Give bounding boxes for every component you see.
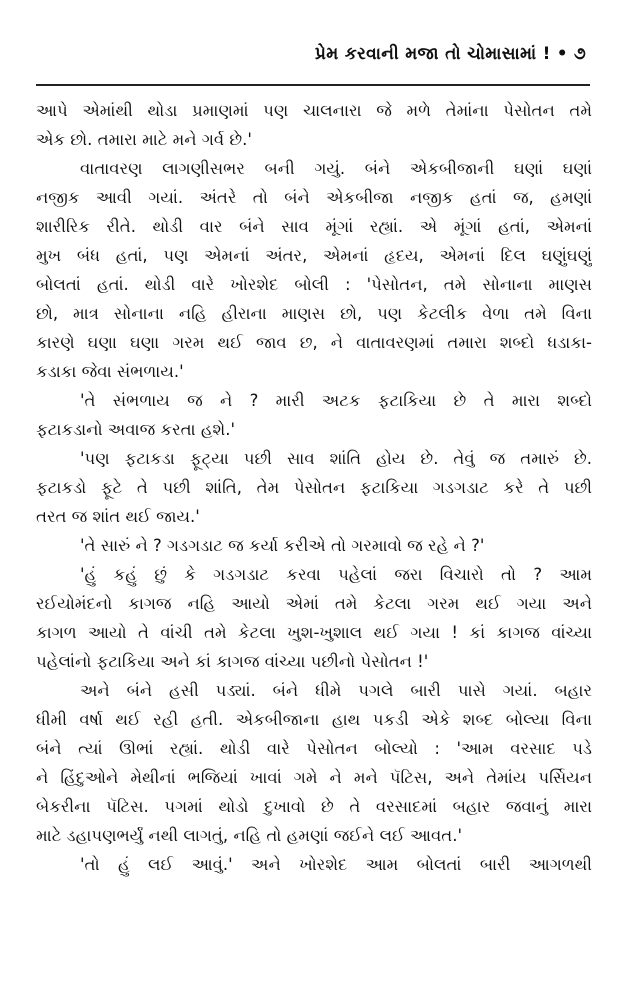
text-line: બેકરીના પૅટિસ. પગમાં થોડો દુખાવો છે તે વરસાદમાં બહાર જવાનું મારા [36, 797, 592, 816]
bullet-separator: • [556, 44, 568, 64]
running-header [315, 44, 586, 64]
text-line: માટે ડહાપણભર્યું નથી લાગતું, નહિ તો હમણાં જઈને લઈ આવત.' [36, 826, 463, 845]
text-line: 'તો હું લઈ આવું.' અને ખોરશેદ આમ બોલતાં બારી આગળથી [80, 855, 592, 874]
text-line: 'પણ ફટાકડા ફૂટ્યા પછી સાવ શાંતિ હોય છે. તેવું જ તમારું છે. [80, 449, 592, 468]
text-line: ને હિંદુઓને મેથીનાં ભજિયાં ખાવાં ગમે ને મને પૅટિસ, અને તેમાંય પર્સિયન [36, 768, 592, 787]
text-line: કડાકા જેવા સંભળાય.' [36, 362, 184, 381]
header-rule [36, 84, 590, 86]
text-line: અને બંને હસી પડ્યાં. બંને ધીમે પગલે બારી પાસે ગયાં. બહાર [80, 681, 592, 700]
text-line: કારણે ઘણા ઘણા ગરમ થઈ જાવ છ, ને વાતાવરણમાં તમારા શબ્દો ધડાકા- [36, 333, 592, 352]
text-line: કાગળ આયો તે વાંચી તમે કેટલા ખુશ-ખુશાલ થઈ ગયા ! કાં કાગજ વાંચ્યા [36, 623, 592, 642]
text-line: વાતાવરણ લાગણીસભર બની ગયું. બંને એકબીજાની ઘણાં ઘણાં [80, 159, 592, 178]
text-line: મુખ બંધ હતાં, પણ એમનાં અંતર, એમનાં હૃદય, એમનાં દિલ ઘણુંઘણું [36, 246, 592, 265]
text-line: શારીરિક રીતે. થોડી વાર બંને સાવ મૂંગાં રહ્યાં. એ મૂંગાં હતાં, એમનાં [36, 217, 592, 236]
text-line: તરત જ શાંત થઈ જાય.' [36, 507, 200, 526]
chapter-title: પ્રેમ કરવાની મજા તો ચોમાસામાં ! [314, 44, 551, 64]
text-line: ફટાકડાનો અવાજ કરતા હશે.' [36, 420, 236, 439]
body-text [36, 96, 592, 879]
text-line: 'તે સારું ને ? ગડગડાટ જ કર્યા કરીએ તો ગરમાવો જ રહે ને ?' [80, 536, 485, 555]
page-number: ૭ [573, 44, 586, 64]
text-line: ધીમી વર્ષા થઈ રહી હતી. એકબીજાના હાથ પકડી એકે શબ્દ બોલ્યા વિના [36, 710, 592, 729]
text-line: બોલતાં હતાં. થોડી વારે ખોરશેદ બોલી : 'પેસોતન, તમે સોનાના માણસ [36, 275, 592, 294]
text-line: બંને ત્યાં ઊભાં રહ્યાં. થોડી વારે પેસોતન બોલ્યો : 'આમ વરસાદ પડે [36, 739, 592, 758]
text-line: 'તે સંભળાય જ ને ? મારી અટક ફટાકિયા છે તે મારા શબ્દો [80, 391, 592, 410]
text-line: ફટાકડો ફૂટે તે પછી શાંતિ, તેમ પેસોતન ફટાકિયા ગડગડાટ કરે તે પછી [36, 478, 592, 497]
text-line: 'હું કહું છું કે ગડગડાટ કરવા પહેલાં જરા વિચારો તો ? આમ [80, 565, 592, 584]
text-line: છો, માત્ર સોનાના નહિ હીરાના માણસ છો, પણ કેટલીક વેળા તમે વિના [36, 304, 592, 323]
text-line: એક છો. તમારા માટે મને ગર્વ છે.' [36, 130, 252, 149]
text-line: નજીક આવી ગયાં. અંતરે તો બંને એકબીજા નજીક હતાં જ, હમણાં [36, 188, 592, 207]
text-line: આપે એમાંથી થોડા પ્રમાણમાં પણ ચાલનારા જે મળે તેમાંના પેસોતન તમે [36, 101, 592, 120]
text-line: પહેલાંનો ફટાકિયા અને કાં કાગજ વાંચ્યા પછીનો પેસોતન !' [36, 652, 429, 671]
text-line: રઈયોમંદનો કાગજ નહિ આયો એમાં તમે કેટલા ગરમ થઈ ગયા અને [36, 594, 592, 613]
